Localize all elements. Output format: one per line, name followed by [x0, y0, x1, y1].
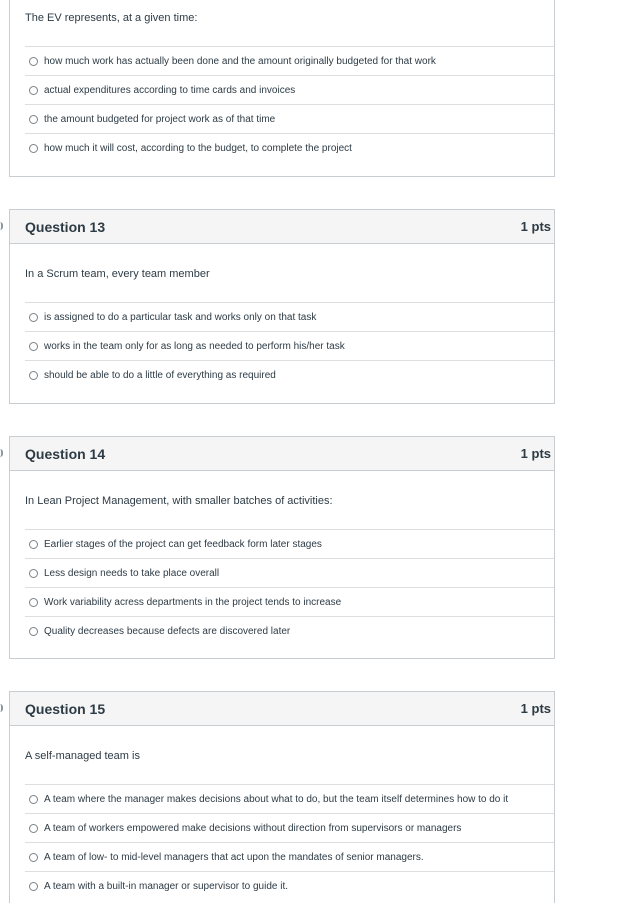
radio-button[interactable] — [29, 371, 38, 380]
question-marker-icon — [0, 704, 3, 712]
answer-label: actual expenditures according to time cards and invoices — [44, 84, 296, 96]
answer-option[interactable] — [25, 302, 554, 331]
radio-button[interactable] — [29, 824, 38, 833]
question-points: 1 pts — [520, 446, 551, 461]
answer-option[interactable] — [25, 784, 554, 813]
radio-button[interactable] — [29, 569, 38, 578]
radio-button[interactable] — [29, 540, 38, 549]
answer-label: Less design needs to take place overall — [44, 567, 220, 579]
radio-button[interactable] — [29, 115, 38, 124]
answer-label: A team where the manager makes decisions about what to do, but the team itself determines how to do it — [44, 793, 509, 805]
question-header — [10, 692, 554, 726]
answer-label: works in the team only for as long as needed to perform his/her task — [44, 340, 345, 352]
question-15-card — [9, 691, 555, 903]
answer-label: Earlier stages of the project can get feedback form later stages — [44, 538, 322, 550]
answer-label: should be able to do a little of everything as required — [44, 369, 276, 381]
question-title: Question 15 — [25, 700, 106, 717]
radio-button[interactable] — [29, 795, 38, 804]
question-13-card — [9, 209, 555, 404]
answer-option[interactable] — [25, 331, 554, 360]
answer-list — [25, 46, 554, 162]
radio-button[interactable] — [29, 313, 38, 322]
answer-label: Quality decreases because defects are discovered later — [44, 625, 291, 637]
question-title: Question 14 — [25, 445, 106, 462]
answer-list — [25, 529, 554, 645]
question-title: Question 13 — [25, 218, 106, 235]
answer-option[interactable] — [25, 75, 554, 104]
answer-option[interactable] — [25, 813, 554, 842]
answer-option[interactable] — [25, 842, 554, 871]
question-text: In a Scrum team, every team member — [25, 268, 210, 280]
answer-label: is assigned to do a particular task and works only on that task — [44, 311, 317, 323]
answer-option[interactable] — [25, 104, 554, 133]
radio-button[interactable] — [29, 853, 38, 862]
answer-option[interactable] — [25, 529, 554, 558]
answer-label: A team with a built-in manager or supervisor to guide it. — [44, 880, 289, 892]
answer-label: the amount budgeted for project work as of that time — [44, 113, 276, 125]
question-marker-icon — [0, 222, 3, 230]
answer-option[interactable] — [25, 558, 554, 587]
radio-button[interactable] — [29, 627, 38, 636]
answer-option[interactable] — [25, 46, 554, 75]
question-12-card — [9, 0, 555, 177]
answer-list — [25, 784, 554, 900]
question-text: The EV represents, at a given time: — [25, 12, 198, 24]
answer-option[interactable] — [25, 616, 554, 645]
answer-label: how much work has actually been done and the amount originally budgeted for that work — [44, 55, 436, 67]
radio-button[interactable] — [29, 57, 38, 66]
question-marker-icon — [0, 449, 3, 457]
answer-label: A team of low- to mid-level managers that act upon the mandates of senior managers. — [44, 851, 424, 863]
answer-list — [25, 302, 554, 389]
question-14-card — [9, 436, 555, 659]
question-points: 1 pts — [520, 701, 551, 716]
answer-option[interactable] — [25, 133, 554, 162]
question-text: A self-managed team is — [25, 750, 140, 762]
question-header — [10, 437, 554, 471]
answer-label: Work variability acress departments in the project tends to increase — [44, 596, 342, 608]
answer-option[interactable] — [25, 871, 554, 900]
radio-button[interactable] — [29, 86, 38, 95]
question-text: In Lean Project Management, with smaller batches of activities: — [25, 495, 333, 507]
radio-button[interactable] — [29, 342, 38, 351]
radio-button[interactable] — [29, 144, 38, 153]
answer-label: A team of workers empowered make decisions without direction from supervisors or managers — [44, 822, 462, 834]
radio-button[interactable] — [29, 882, 38, 891]
answer-option[interactable] — [25, 360, 554, 389]
question-header — [10, 210, 554, 244]
answer-label: how much it will cost, according to the budget, to complete the project — [44, 142, 352, 154]
answer-option[interactable] — [25, 587, 554, 616]
radio-button[interactable] — [29, 598, 38, 607]
question-points: 1 pts — [520, 219, 551, 234]
